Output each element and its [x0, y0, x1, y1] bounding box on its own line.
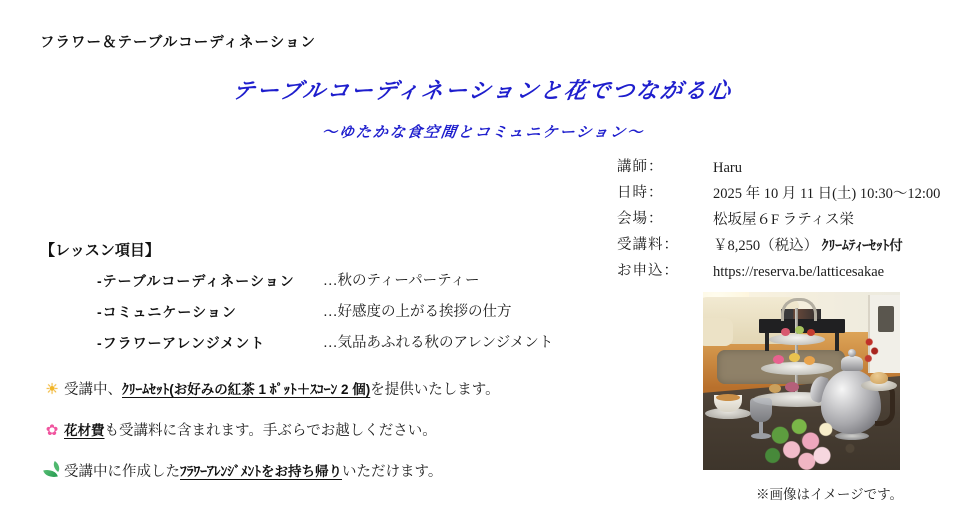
photo-scone	[870, 372, 888, 384]
notes-section	[42, 380, 602, 507]
photo-pastry	[769, 384, 781, 393]
photo-stand-handle	[781, 298, 817, 321]
lesson-name: -テーブルコーディネーション	[97, 273, 295, 289]
photo-tier-plate	[761, 362, 833, 375]
leaf-icon	[42, 462, 62, 486]
note-takeaway	[42, 462, 602, 486]
photo-pastry	[785, 382, 799, 392]
photo-fruit	[807, 329, 815, 336]
lesson-name: -フラワーアレンジメント	[97, 335, 266, 351]
detail-label: 日時：	[617, 185, 664, 201]
lesson-desc: …秋のティーパーティー	[323, 273, 480, 289]
hero-block	[0, 74, 966, 142]
lesson-row	[40, 271, 553, 291]
photo-red-flowers	[862, 336, 880, 366]
lesson-row	[40, 333, 553, 353]
note-flower-fee	[42, 421, 602, 441]
apply-url: https://reserva.be/latticesakae	[713, 264, 885, 280]
lesson-row	[40, 302, 553, 322]
note-text: 受講中、ｸﾘｰﾑｾｯﾄ(お好みの紅茶 1 ﾎﾟｯﾄ＋ｽｺｰﾝ 2 個)を提供いたします。	[64, 382, 500, 398]
detail-label: 受講料：	[617, 237, 679, 253]
lesson-name: -コミュニケーション	[97, 304, 237, 320]
photo-table-leg	[835, 333, 839, 351]
photo-fireplace-opening	[878, 306, 894, 332]
lesson-photo	[703, 292, 900, 470]
lesson-desc: …気品あふれる秋のアレンジメント	[323, 335, 554, 351]
detail-row-venue	[617, 207, 957, 233]
detail-value: ￥8,250（税込） ｸﾘｰﾑﾃｨｰｾｯﾄ付	[713, 238, 903, 254]
lesson-section	[40, 239, 553, 353]
detail-value: 2025 年 10 月 11 日(土) 10:30～12:00	[713, 186, 941, 202]
lesson-desc: …好感度の上がる挨拶の仕方	[323, 304, 512, 320]
photo-teapot-knob	[848, 349, 856, 357]
note-cream-set	[42, 380, 602, 400]
note-text: 花材費も受講料に含まれます。手ぶらでお越しください。	[64, 423, 437, 439]
photo-macaron	[804, 356, 815, 365]
note-text: 受講中に作成したﾌﾗﾜｰｱﾚﾝｼﾞﾒﾝﾄをお持ち帰りいただけます。	[64, 464, 443, 480]
event-details	[617, 155, 957, 285]
detail-label: 会場：	[617, 211, 664, 227]
detail-value: 松坂屋６F ラティス栄	[713, 212, 855, 228]
detail-label: お申込：	[617, 263, 679, 279]
blossom-icon: ✿	[45, 423, 59, 439]
photo-macaron	[773, 355, 784, 364]
detail-row-datetime	[617, 181, 957, 207]
subtitle: ～ゆたかな食空間とコミュニケーション～	[320, 125, 645, 141]
photo-macaron	[789, 353, 800, 362]
photo-macaron	[795, 326, 804, 334]
detail-value: Haru	[713, 160, 742, 176]
photo-flower-bouquet	[765, 412, 841, 470]
detail-row-instructor	[617, 155, 957, 181]
photo-macaron	[781, 328, 790, 336]
lesson-heading: 【レッスン項目】	[40, 242, 160, 259]
sun-icon: ☀	[45, 382, 59, 398]
photo-teapot-lid	[841, 356, 863, 371]
photo-tier-plate	[769, 334, 825, 345]
detail-row-fee	[617, 233, 957, 259]
detail-row-apply	[617, 259, 957, 285]
photo-tea	[716, 394, 740, 401]
detail-label: 講師：	[617, 159, 664, 175]
photo-caption: ※画像はイメージです。	[755, 487, 903, 502]
doc-header: フラワー＆テーブルコーディネーション	[40, 35, 316, 51]
photo-sofa-arm	[703, 318, 733, 346]
photo-table-leg	[765, 333, 769, 351]
main-title: テーブルコーディネーションと花でつながる心	[231, 78, 735, 103]
